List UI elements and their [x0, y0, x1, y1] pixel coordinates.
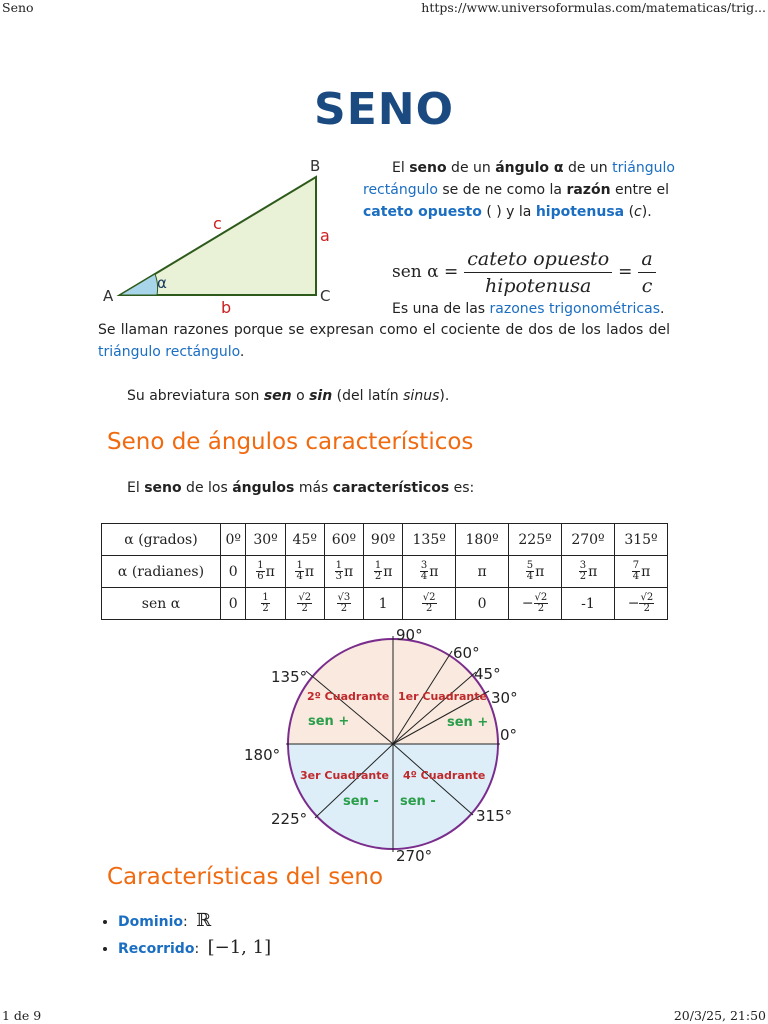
table-cell-sin-9: − $\frac{√2}{2}$	[614, 588, 667, 620]
table-cell-deg-2: 45º	[285, 524, 324, 556]
sine-formula	[392, 246, 656, 298]
quadrant-2-label: 2º Cuadrante	[307, 690, 390, 703]
link-razones-trigonometricas[interactable]: razones trigonométricas	[489, 301, 660, 317]
table-cell-rad-5: $\frac{3}{4}$ π	[403, 556, 456, 588]
table-cell-sin-3: $\frac{√3}{2}$	[324, 588, 363, 620]
intro-line-2: rectángulo se de ne como la razón entre el	[363, 182, 669, 198]
table-cell-sin-8: -1	[562, 588, 615, 620]
sign-q4: sen -	[400, 794, 436, 809]
quadrant-1-label: 1er Cuadrante	[398, 690, 487, 703]
link-dominio[interactable]: Dominio	[118, 914, 184, 930]
angles-intro: El seno de los ángulos más característicos es:	[127, 480, 475, 496]
quadrant-4-label: 4º Cuadrante	[403, 769, 486, 782]
table-cell-deg-5: 135º	[403, 524, 456, 556]
list-item-domain: • Dominio: ℝ	[118, 908, 271, 935]
table-cell-rad-2: $\frac{1}{4}$ π	[285, 556, 324, 588]
label-135: 135°	[271, 668, 308, 686]
label-45: 45°	[474, 665, 501, 683]
label-0: 0°	[500, 726, 518, 744]
section-heading-characteristics: Características del seno	[107, 864, 384, 890]
side-b-label: b	[221, 298, 232, 317]
vertex-a-label: A	[103, 287, 114, 305]
domain-value: ℝ	[196, 910, 212, 931]
table-row-degrees	[102, 524, 668, 556]
label-60: 60°	[453, 644, 480, 662]
print-datetime: 20/3/25, 21:50	[673, 1008, 766, 1023]
table-cell-sin-2: $\frac{√2}{2}$	[285, 588, 324, 620]
page-title: SENO	[314, 84, 454, 135]
section-heading-angles: Seno de ángulos característicos	[107, 429, 474, 455]
vertex-b-label: B	[310, 157, 321, 175]
table-cell-rad-1: $\frac{1}{6}$ π	[246, 556, 285, 588]
link-rectangulo[interactable]: rectángulo	[363, 182, 438, 198]
label-180: 180°	[244, 746, 281, 764]
label-30: 30°	[491, 689, 518, 707]
range-value: [−1, 1]	[207, 937, 272, 958]
para2-line-1: Es una de las razones trigonométricas.	[392, 301, 665, 317]
quadrant-3-label: 3er Cuadrante	[300, 769, 389, 782]
table-row-sines	[102, 588, 668, 620]
sign-q3: sen -	[343, 794, 379, 809]
table-cell-sin-1: $\frac{1}{2}$	[246, 588, 285, 620]
label-90: 90°	[396, 626, 423, 644]
sine-values-table	[101, 523, 668, 620]
table-cell-rad-4: $\frac{1}{2}$ π	[364, 556, 403, 588]
link-cateto-opuesto[interactable]: cateto opuesto	[363, 204, 482, 220]
link-recorrido[interactable]: Recorrido	[118, 941, 195, 957]
sign-q1: sen +	[447, 715, 489, 730]
page-counter: 1 de 9	[2, 1008, 42, 1023]
side-a-label: a	[320, 226, 330, 245]
table-cell-deg-6: 180º	[456, 524, 509, 556]
table-cell-deg-8: 270º	[562, 524, 615, 556]
formula-numerator: cateto opuesto	[464, 248, 612, 273]
browser-page-title: Seno	[2, 0, 34, 15]
angle-alpha-arc	[120, 274, 158, 295]
table-row-label: α (radianes)	[102, 556, 221, 588]
side-c-label: c	[213, 214, 222, 233]
table-cell-deg-7: 225º	[509, 524, 562, 556]
link-hipotenusa[interactable]: hipotenusa	[535, 204, 625, 220]
table-cell-deg-3: 60º	[324, 524, 363, 556]
table-row-radians	[102, 556, 668, 588]
table-cell-sin-7: − $\frac{√2}{2}$	[509, 588, 562, 620]
intro-line-3: cateto opuesto ( ) y la hipotenusa (c).	[363, 204, 652, 220]
label-270: 270°	[396, 847, 433, 865]
sign-q2: sen +	[308, 714, 350, 729]
characteristics-list	[100, 908, 271, 962]
right-triangle-figure	[95, 150, 345, 320]
formula-side-a: a	[638, 248, 655, 273]
table-cell-rad-9: $\frac{7}{4}$ π	[614, 556, 667, 588]
table-row-label: α (grados)	[102, 524, 221, 556]
link-triangulo-rectangulo[interactable]: triángulo rectángulo	[98, 344, 240, 360]
table-cell-rad-3: $\frac{1}{3}$ π	[324, 556, 363, 588]
para2-line-3: triángulo rectángulo.	[98, 344, 245, 360]
table-cell-deg-1: 30º	[246, 524, 285, 556]
table-cell-deg-0: 0º	[221, 524, 246, 556]
table-cell-sin-6: 0	[456, 588, 509, 620]
formula-equals: =	[618, 262, 633, 282]
table-cell-rad-8: $\frac{3}{2}$ π	[562, 556, 615, 588]
table-row-label: sen α	[102, 588, 221, 620]
formula-side-c: c	[641, 274, 653, 297]
label-315: 315°	[476, 807, 513, 825]
para2-line-2: Se llaman razones porque se expresan como el cociente de dos de los lados del	[98, 322, 670, 338]
table-cell-rad-0: 0	[221, 556, 246, 588]
intro-line-1: El seno de un ángulo α de un triángulo	[392, 160, 675, 176]
table-cell-sin-0: 0	[221, 588, 246, 620]
formula-denominator: hipotenusa	[485, 274, 592, 297]
abbreviation-line: Su abreviatura son sen o sin (del latín sinus).	[127, 388, 450, 404]
table-cell-rad-7: $\frac{5}{4}$ π	[509, 556, 562, 588]
table-cell-deg-9: 315º	[614, 524, 667, 556]
table-cell-sin-5: $\frac{√2}{2}$	[403, 588, 456, 620]
label-225: 225°	[271, 810, 308, 828]
formula-lhs: sen α =	[392, 262, 459, 282]
table-cell-deg-4: 90º	[364, 524, 403, 556]
link-triangulo[interactable]: triángulo	[612, 160, 675, 176]
unit-circle-diagram	[238, 622, 538, 866]
list-item-range: • Recorrido: [−1, 1]	[118, 935, 271, 962]
table-cell-rad-6: π	[456, 556, 509, 588]
vertex-c-label: C	[320, 287, 331, 305]
angle-alpha-label: α	[157, 274, 167, 292]
table-cell-sin-4: 1	[364, 588, 403, 620]
browser-page-url[interactable]: https://www.universoformulas.com/matematicas/trig...	[421, 0, 766, 15]
